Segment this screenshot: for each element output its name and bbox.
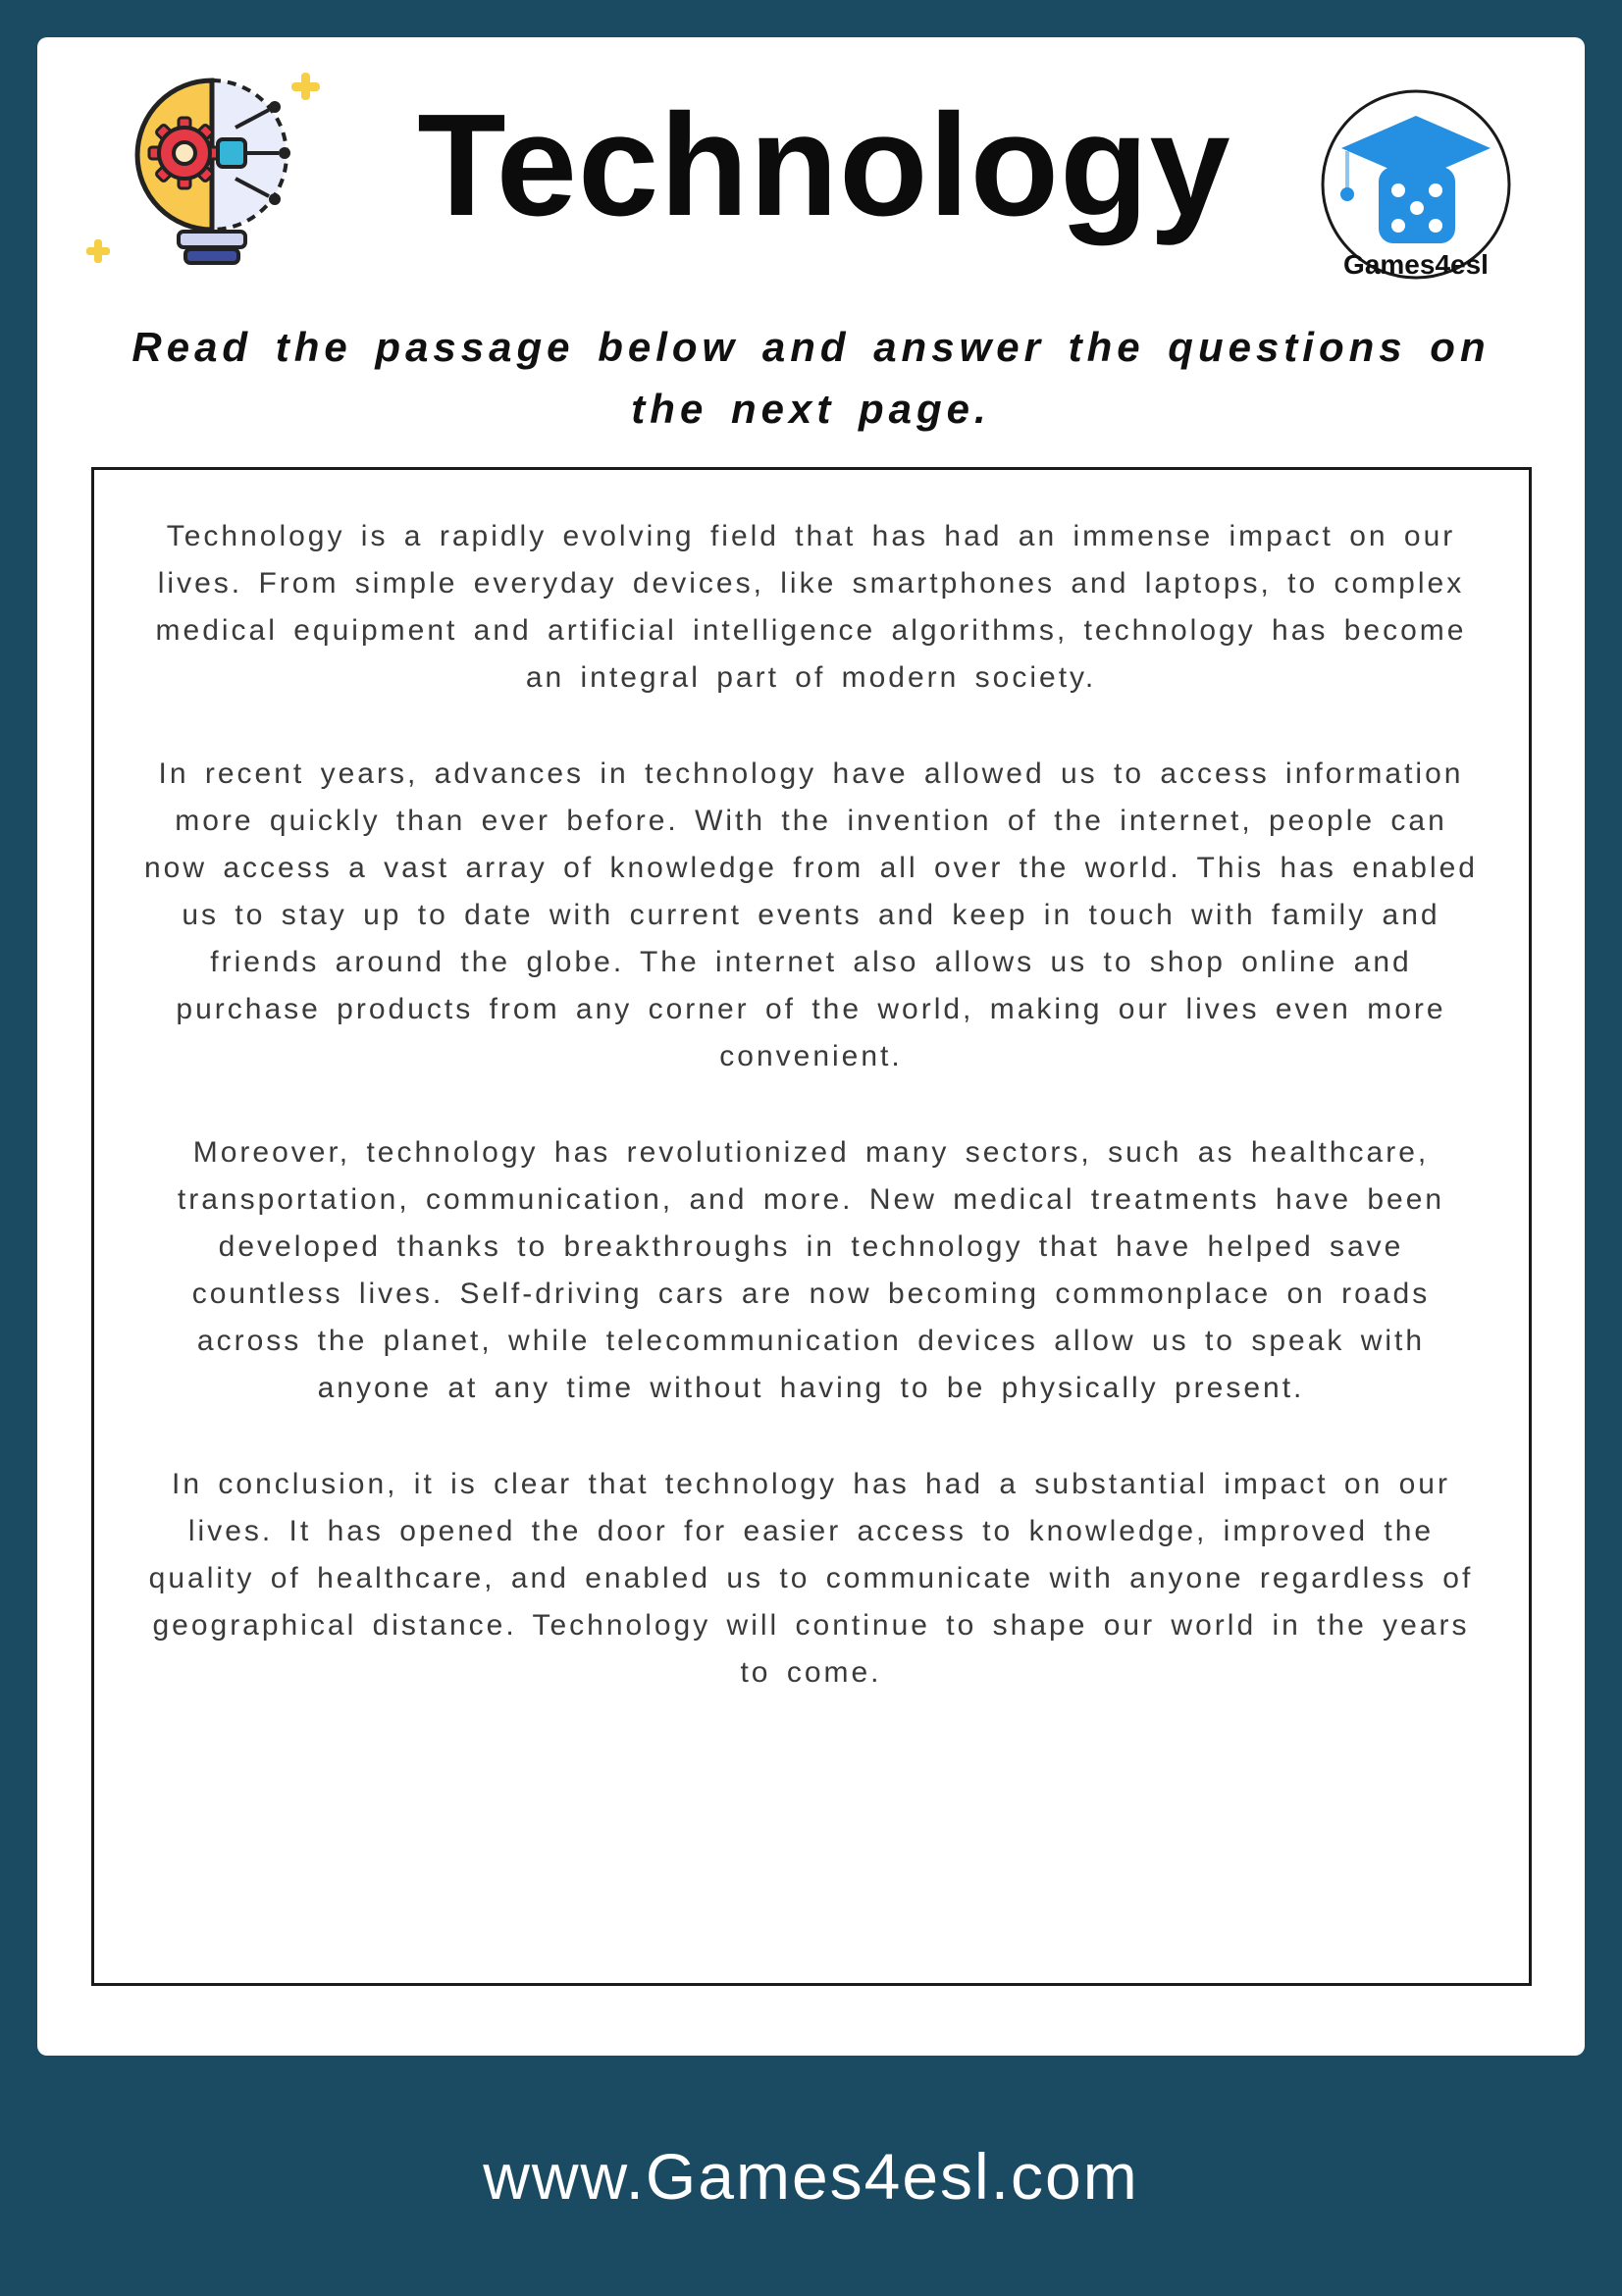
worksheet-sheet <box>37 37 1585 2056</box>
bulb-base-top <box>179 232 245 247</box>
passage-paragraph-2: In recent years, advances in technology have allowed us to access information more quickly than ever before. With the invention of the internet, people can now access a vast array of knowledge from all over the world. This has enabled us to stay up to date with current events and keep in touch with family and friends around the globe. The internet also allows us to shop online and purchase products from any corner of the world, making our lives even more convenient. <box>144 757 1478 1072</box>
passage-paragraph-1: Technology is a rapidly evolving field that has had an immense impact on our lives. From simple everyday devices, like smartphones and laptops, to complex medical equipment and artificial intelligence algorithms, technology has become an integral part of modern society. <box>155 520 1467 694</box>
bulb-base-bottom <box>185 249 238 263</box>
header <box>37 37 1585 302</box>
logo-brand-text: Games4esl <box>1343 249 1489 280</box>
sparkle-icon <box>291 73 320 100</box>
page-title: Technology <box>417 84 1231 246</box>
passage-paragraph-4: In conclusion, it is clear that technology has had a substantial impact on our lives. It has opened the door for easier access to knowledge, improved the quality of healthcare, and enabled us to communicate with anyone regardless of geographical distance. Technology will continue to shape our world in the years to come. <box>148 1468 1474 1689</box>
circuit-node <box>269 101 281 113</box>
footer-band <box>0 2056 1622 2296</box>
brand-logo <box>1302 77 1536 302</box>
tech-bulb-icon <box>86 65 346 279</box>
passage-box <box>91 467 1532 1986</box>
footer-url: www.Games4esl.com <box>483 2139 1139 2213</box>
circuit-node <box>269 193 281 205</box>
circuit-node <box>279 147 290 159</box>
brand-logo-svg <box>1302 77 1530 302</box>
sparkle-icon <box>86 239 110 263</box>
circuit-chip-icon <box>218 139 245 167</box>
tech-bulb-icon-svg <box>86 65 332 279</box>
passage-paragraph-3: Moreover, technology has revolutionized many sectors, such as healthcare, transportation, communication, and more. New medical treatments have been developed thanks to breakthroughs in technology that have helped save countless lives. Self-driving cars are now becoming commonplace on roads across the planet, while telecommunication devices allow us to speak with anyone at any time without having to be physically present. <box>177 1136 1445 1404</box>
instruction-text: Read the passage below and answer the questions on the next page. <box>131 324 1491 432</box>
gear-icon <box>149 118 220 188</box>
